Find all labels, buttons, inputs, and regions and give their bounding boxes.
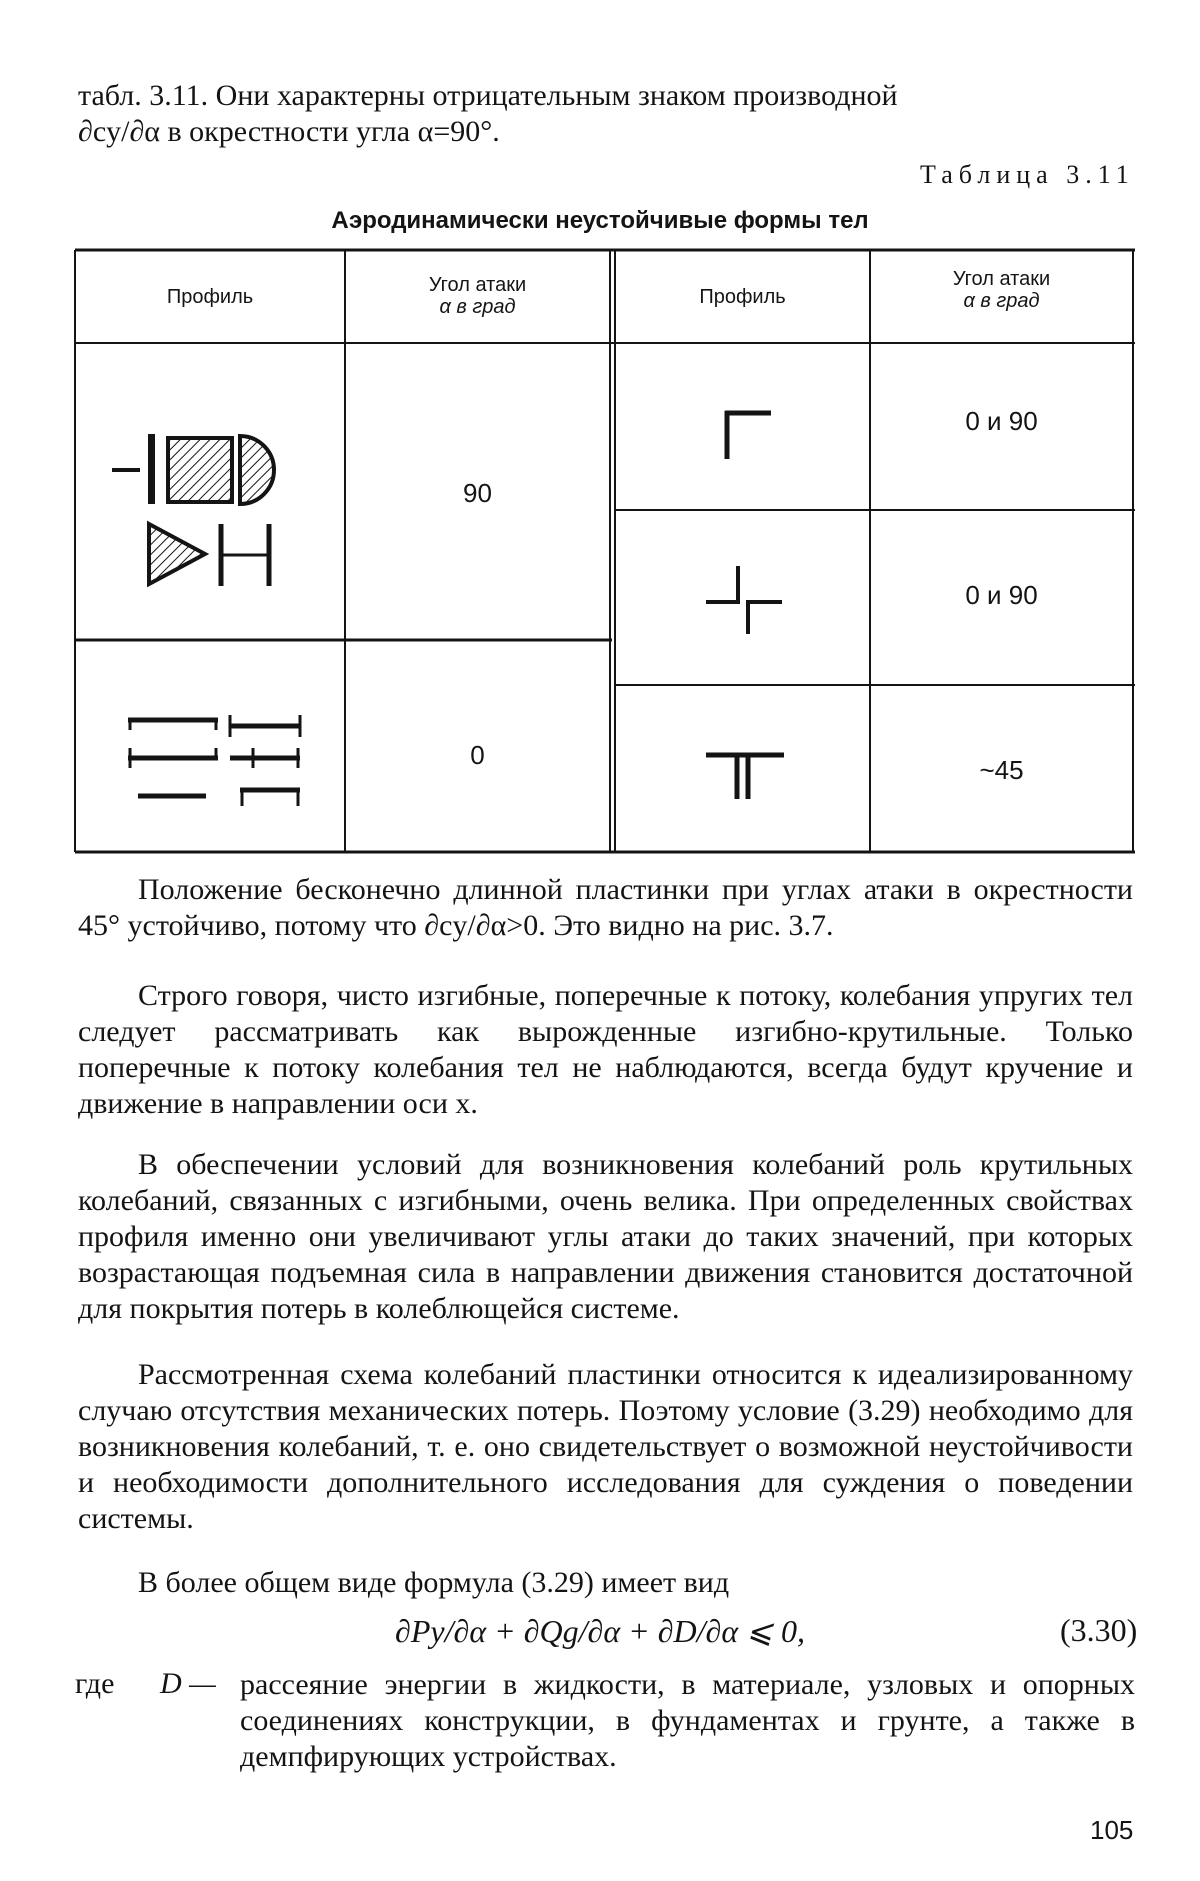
table-caption: Таблица 3.11 bbox=[920, 160, 1135, 189]
paragraph-5: В более общем виде формула (3.29) имеет вид bbox=[138, 1566, 730, 1599]
right-row2-angle: 0 и 90 bbox=[965, 580, 1038, 610]
plate-square-halfdisk-icons bbox=[100, 430, 300, 510]
where-text: рассеяние энергии в жидкости, в материале, узловых и опорных соединениях конструкции, в фундаментах и грунте, а также в демпфирующих устройствах. bbox=[240, 1668, 1135, 1773]
formula: ∂Py/∂α + ∂Qg/∂α + ∂D/∂α ⩽ 0, bbox=[395, 1613, 805, 1649]
paragraph-1: Положение бесконечно длинной пластинки при углах атаки в окрестности 45° устойчиво, потому что ∂cy/∂α>0. Это видно на рис. 3.7. bbox=[78, 873, 1133, 942]
header-profile-right: Профиль bbox=[699, 286, 786, 308]
double-tee-section-icon bbox=[700, 745, 790, 805]
paragraph-3: В обеспечении условий для возникновения колебаний роль крутильных колебаний, связанных с изгибными, очень велика. При определенных свойствах профиля именно они увеличивают углы атаки до таких значений, при которых возрастающая подъемная сила в направлении движения становится достаточной для покрытия потерь в колеблющейся системе. bbox=[78, 1148, 1133, 1325]
header-angle-right-line1: Угол атаки bbox=[952, 268, 1051, 290]
triangle-ibeam-icons bbox=[145, 520, 285, 590]
where-label: где bbox=[75, 1667, 115, 1700]
intro-line-2: ∂cy/∂α в окрестности угла α=90°. bbox=[78, 115, 500, 148]
channel-tee-section-icons bbox=[118, 710, 308, 810]
header-angle-left-line1: Угол атаки bbox=[428, 274, 527, 296]
header-profile-left: Профиль bbox=[166, 286, 254, 308]
left-row2-angle: 0 bbox=[470, 740, 485, 770]
left-row1-angle: 90 bbox=[463, 478, 492, 508]
right-row3-angle: ~45 bbox=[979, 755, 1024, 785]
table-title: Аэродинамически неустойчивые формы тел bbox=[331, 207, 869, 234]
header-angle-right bbox=[870, 268, 1133, 312]
formula-number: (3.30) bbox=[1060, 1612, 1138, 1648]
paragraph-4: Рассмотренная схема колебаний пластинки относится к идеализированному случаю отсутствия механических потерь. Поэтому условие (3.29) необходимо для возникновения колебаний, т. е. оно свидетельствует о возможной неустойчивости и необходимости дополнительного исследования для суждения о поведении системы. bbox=[78, 1358, 1133, 1535]
header-angle-left bbox=[345, 274, 610, 318]
cross-section-icon bbox=[700, 560, 800, 640]
angle-section-icon bbox=[715, 405, 785, 465]
header-angle-left-line2: α в град bbox=[439, 296, 516, 318]
intro-line-1: табл. 3.11. Они характерны отрицательным знаком производной bbox=[78, 79, 898, 112]
right-row1-angle: 0 и 90 bbox=[965, 406, 1038, 436]
header-angle-right-line2: α в град bbox=[963, 290, 1040, 312]
where-variable: D — bbox=[160, 1667, 216, 1700]
page-number: 105 bbox=[1090, 1815, 1134, 1845]
paragraph-2: Строго говоря, чисто изгибные, поперечные к потоку, колебания упругих тел следует рассматривать как вырожденные изгибно-крутильные. Только поперечные к потоку колебания тел не наблюдаются, всегда будут кручение и движение в направлении оси x. bbox=[78, 979, 1133, 1120]
